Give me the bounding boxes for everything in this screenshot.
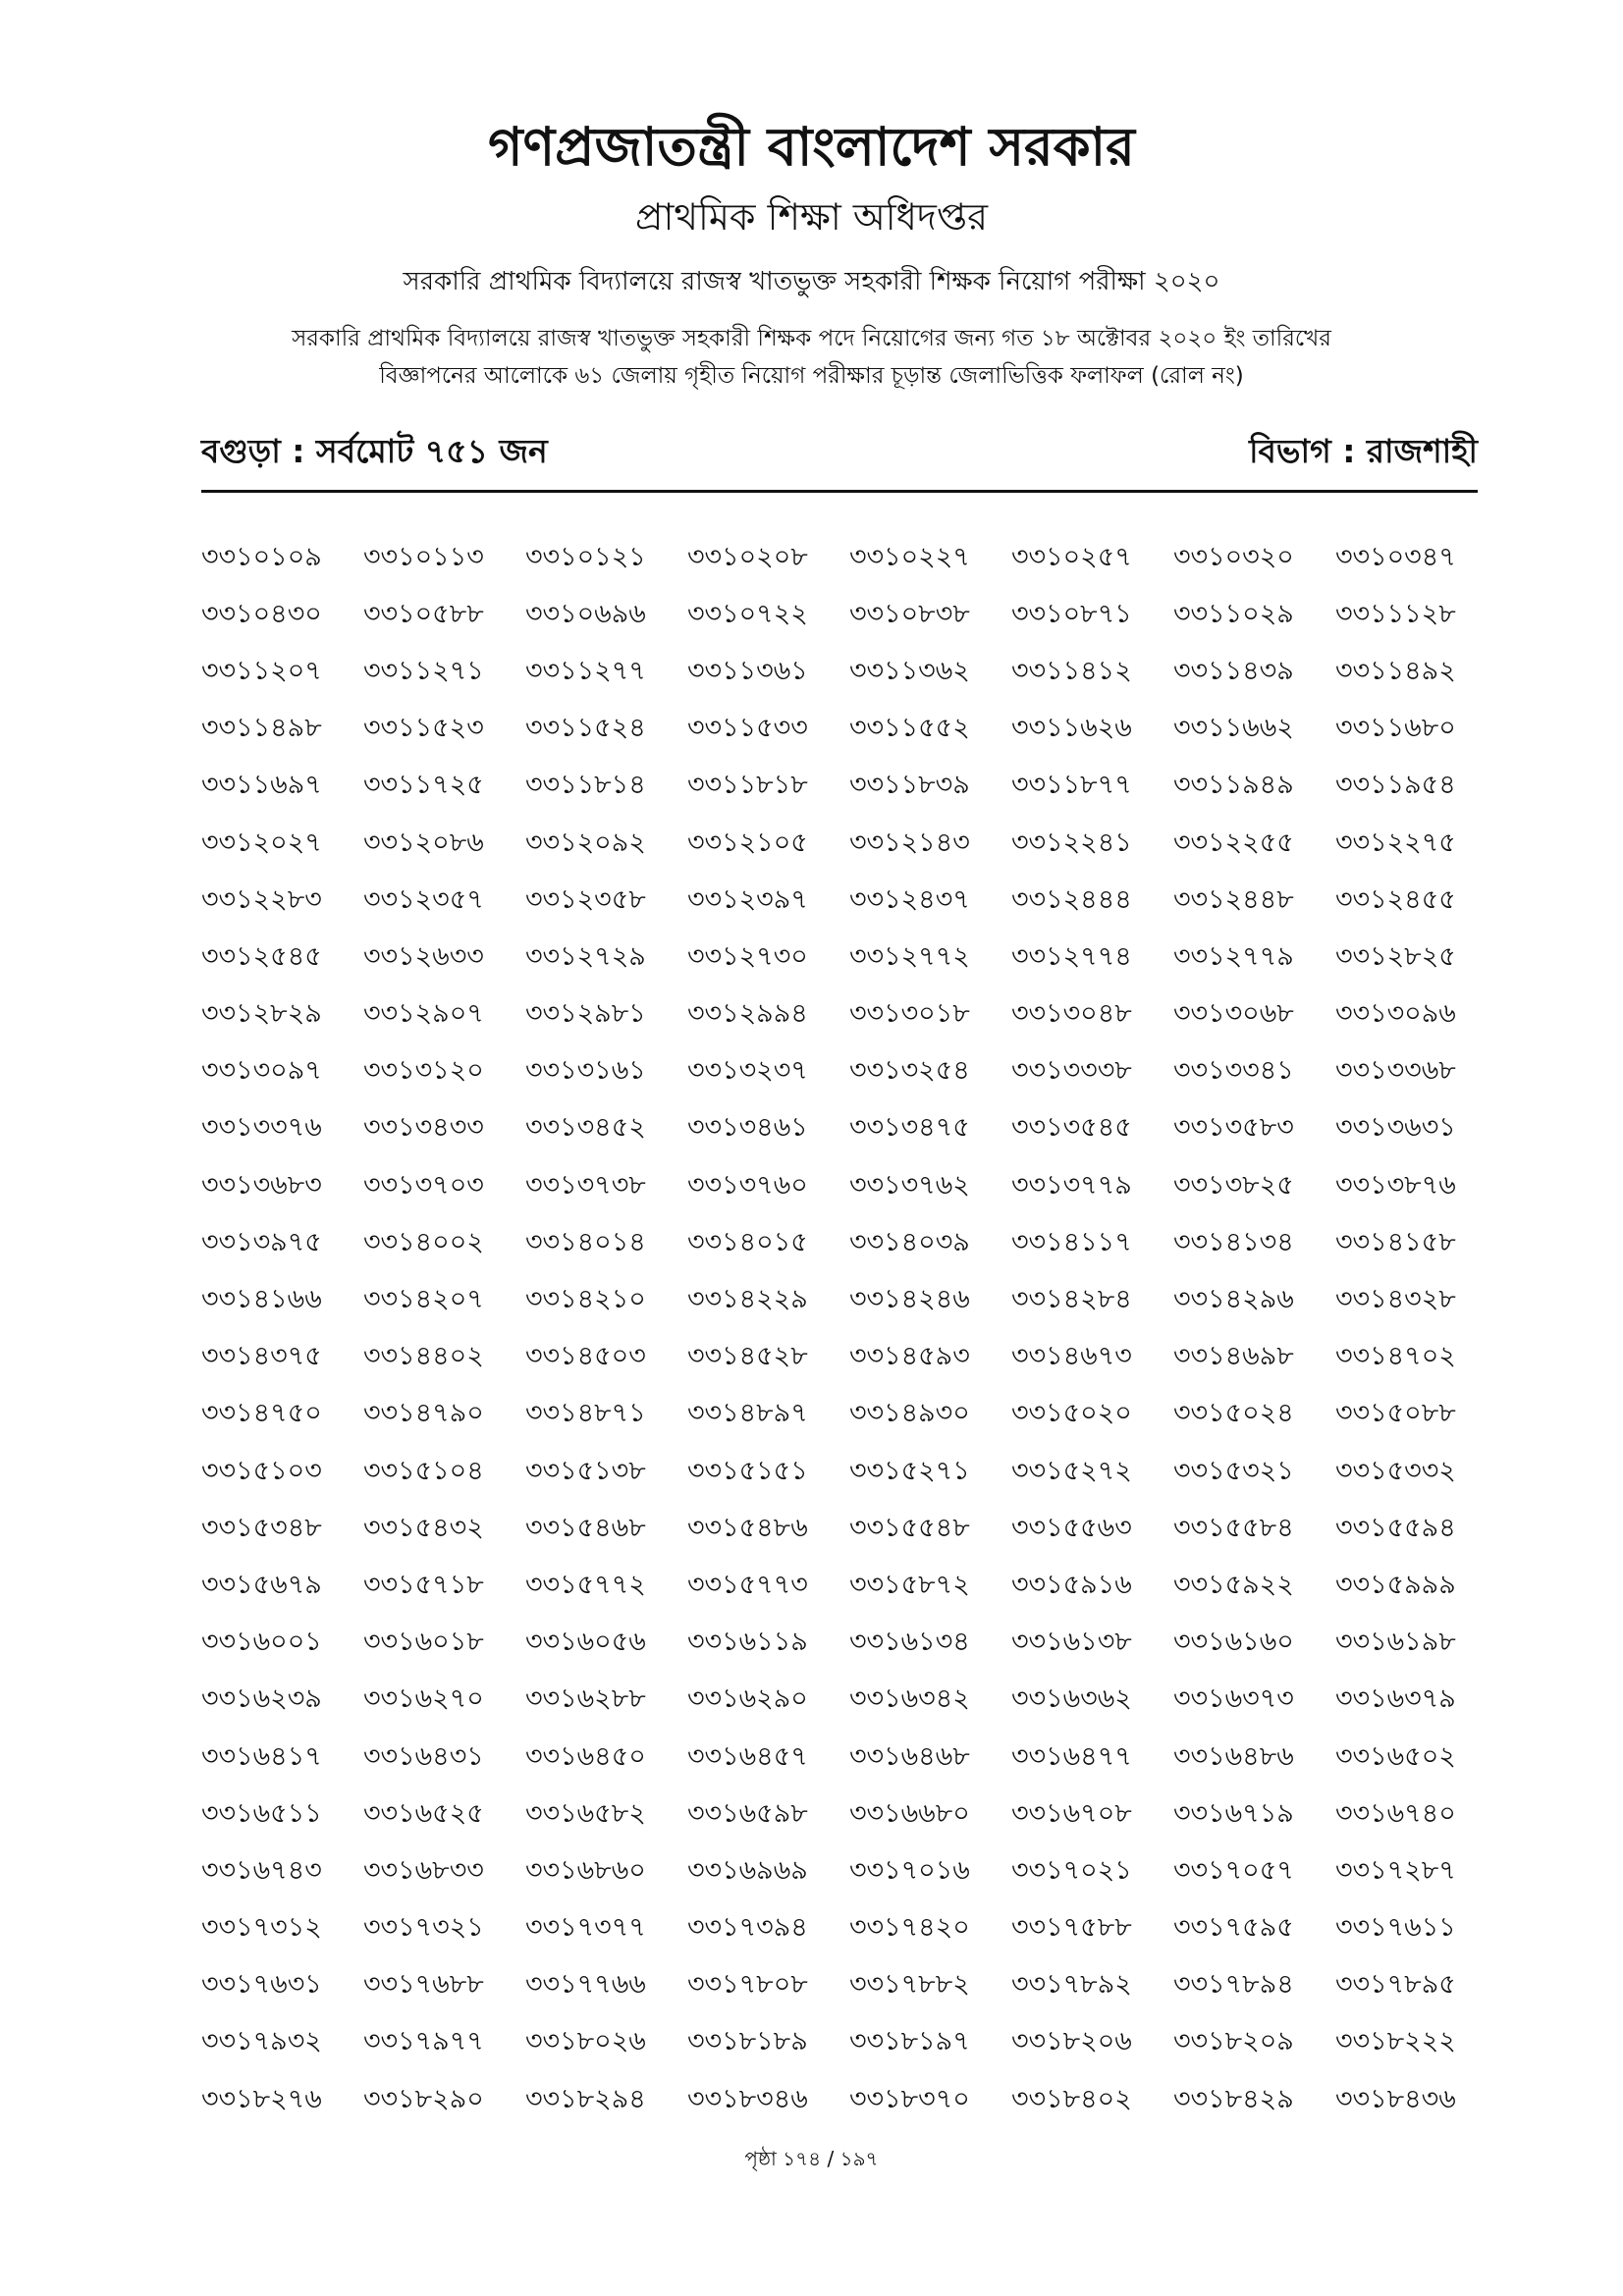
- roll-number: ৩৩১১৩৬১: [687, 655, 808, 686]
- roll-number: ৩৩১৩৮২৫: [1173, 1169, 1294, 1201]
- roll-row: [201, 1901, 1497, 1958]
- roll-number: ৩৩১৩২৫৪: [849, 1055, 970, 1087]
- roll-number: ৩৩১০৬৯৬: [525, 598, 646, 629]
- roll-number: ৩৩১৭০২১: [1011, 1854, 1132, 1886]
- roll-number: ৩৩১৬০০১: [201, 1627, 322, 1658]
- roll-number: ৩৩১২২৮৩: [201, 883, 322, 915]
- roll-number: ৩৩১৭০৫৭: [1173, 1854, 1294, 1886]
- roll-number: ৩৩১৮৪০২: [1011, 2083, 1132, 2114]
- roll-number: ৩৩১৬৮৩৩: [363, 1854, 484, 1886]
- roll-number: ৩৩১২৫৪৫: [201, 940, 322, 972]
- roll-row: [201, 816, 1497, 873]
- roll-number: ৩৩১৭৬৩১: [201, 1969, 322, 2001]
- roll-number: ৩৩১৮০২৬: [525, 2026, 646, 2057]
- roll-row: [201, 1673, 1497, 1730]
- roll-number: ৩৩১৩৩৩৮: [1011, 1055, 1132, 1087]
- roll-number: ৩৩১৬১৩৮: [1011, 1627, 1132, 1658]
- roll-row: [201, 587, 1497, 644]
- roll-number: ৩৩১৪০৩৯: [849, 1226, 970, 1257]
- roll-number: ৩৩১৬৫৮২: [525, 1797, 646, 1829]
- roll-number: ৩৩১৫২৭২: [1011, 1455, 1132, 1486]
- roll-number: ৩৩১২৩৫৮: [525, 883, 646, 915]
- district-total: বগুড়া : সর্বমোট ৭৫১ জন: [201, 432, 548, 470]
- roll-number: ৩৩১০১১৩: [363, 541, 484, 572]
- roll-number: ৩৩১৬২৭০: [363, 1683, 484, 1715]
- roll-number: ৩৩১৬২৩৯: [201, 1683, 322, 1715]
- roll-number: ৩৩১১৫৫২: [849, 713, 970, 744]
- roll-number: ৩৩১৬৫১১: [201, 1797, 322, 1829]
- roll-row: [201, 1272, 1497, 1329]
- roll-number: ৩৩১৩৫৮৩: [1173, 1112, 1294, 1144]
- roll-number: ৩৩১৩৬৮৩: [201, 1169, 322, 1201]
- roll-number: ৩৩১১৮১৪: [525, 770, 646, 801]
- roll-number: ৩৩১৫৯২২: [1173, 1569, 1294, 1600]
- roll-number: ৩৩১৬৩৭৯: [1335, 1683, 1456, 1715]
- roll-number: ৩৩১২১৪৩: [849, 827, 970, 858]
- roll-number: ৩৩১২৯৮১: [525, 998, 646, 1030]
- roll-number: ৩৩১০৩২০: [1173, 541, 1294, 572]
- roll-number: ৩৩১৫৯১৬: [1011, 1569, 1132, 1600]
- roll-number: ৩৩১১৪৯২: [1335, 655, 1456, 686]
- roll-number: ৩৩১৭৮০৮: [687, 1969, 808, 2001]
- roll-number: ৩৩১৫৮৭২: [849, 1569, 970, 1600]
- roll-number: ৩৩১৭৩১২: [201, 1912, 322, 1944]
- roll-number: ৩৩১৪২১০: [525, 1284, 646, 1315]
- roll-number: ৩৩১৩০১৮: [849, 998, 970, 1030]
- roll-number: ৩৩১৭৯৩২: [201, 2026, 322, 2057]
- roll-number: ৩৩১৭৩৭৭: [525, 1912, 646, 1944]
- roll-row: [201, 873, 1497, 930]
- roll-number: ৩৩১৪৭০২: [1335, 1341, 1456, 1372]
- roll-number: ৩৩১৬২৮৮: [525, 1683, 646, 1715]
- roll-number: ৩৩১২৪৪৪: [1011, 883, 1132, 915]
- roll-number: ৩৩১৭৮৯৪: [1173, 1969, 1294, 2001]
- roll-number: ৩৩১৬৪৫০: [525, 1740, 646, 1772]
- roll-number: ৩৩১৩৪৬১: [687, 1112, 808, 1144]
- roll-number: ৩৩১৩০৬৮: [1173, 998, 1294, 1030]
- roll-number: ৩৩১২৯০৭: [363, 998, 484, 1030]
- roll-number: ৩৩১৬৭৪৩: [201, 1854, 322, 1886]
- roll-number: ৩৩১৬০৫৬: [525, 1627, 646, 1658]
- roll-number: ৩৩১৩৪৩৩: [363, 1112, 484, 1144]
- roll-number: ৩৩১৬৪৬৮: [849, 1740, 970, 1772]
- roll-number: ৩৩১১৬৯৭: [201, 770, 322, 801]
- roll-number: ৩৩১৮২৯৪: [525, 2083, 646, 2114]
- roll-row: [201, 1558, 1497, 1615]
- roll-row: [201, 1330, 1497, 1387]
- roll-number: ৩৩১১৬৮০: [1335, 713, 1456, 744]
- roll-number: ৩৩১০৩৪৭: [1335, 541, 1456, 572]
- roll-number: ৩৩১৩৬৩১: [1335, 1112, 1456, 1144]
- description-line: বিজ্ঞাপনের আলোকে ৬১ জেলায় গৃহীত নিয়োগ পরীক্ষার চূড়ান্ত জেলাভিত্তিক ফলাফল (রোল নং): [379, 363, 1244, 389]
- roll-number: ৩৩১৫১০৩: [201, 1455, 322, 1486]
- roll-number: ৩৩১৫৩৩২: [1335, 1455, 1456, 1486]
- roll-number: ৩৩১১৫২৪: [525, 713, 646, 744]
- roll-number: ৩৩১৭৪২০: [849, 1912, 970, 1944]
- roll-row: [201, 988, 1497, 1044]
- description-line: সরকারি প্রাথমিক বিদ্যালয়ে রাজস্ব খাতভুক্ত সহকারী শিক্ষক পদে নিয়োগের জন্য গত ১৮ অক্টোবর ২০২০ ইং তারিখের: [292, 326, 1331, 351]
- roll-number: ৩৩১৭৩২১: [363, 1912, 484, 1944]
- roll-number: ৩৩১৭৮৯৫: [1335, 1969, 1456, 2001]
- roll-number: ৩৩১৫৪৩২: [363, 1512, 484, 1543]
- roll-number: ৩৩১২১০৫: [687, 827, 808, 858]
- roll-number: ৩৩১০১২১: [525, 541, 646, 572]
- roll-number: ৩৩১৬৫০২: [1335, 1740, 1456, 1772]
- roll-number: ৩৩১২২৪১: [1011, 827, 1132, 858]
- roll-number: ৩৩১১২৭১: [363, 655, 484, 686]
- roll-number: ৩৩১৬৪৫৭: [687, 1740, 808, 1772]
- roll-number: ৩৩১৫৭১৮: [363, 1569, 484, 1600]
- roll-row: [201, 1730, 1497, 1787]
- roll-number: ৩৩১৭৬১১: [1335, 1912, 1456, 1944]
- roll-number: ৩৩১৫৫৪৮: [849, 1512, 970, 1543]
- page-title: গণপ্রজাতন্ত্রী বাংলাদেশ সরকার: [488, 116, 1135, 178]
- roll-number: ৩৩১২২৫৫: [1173, 827, 1294, 858]
- roll-number: ৩৩১৪২২৯: [687, 1284, 808, 1315]
- roll-number: ৩৩১৫৯৯৯: [1335, 1569, 1456, 1600]
- roll-number: ৩৩১৩৭৬০: [687, 1169, 808, 1201]
- description: [147, 320, 1476, 395]
- roll-number: ৩৩১১৭২৫: [363, 770, 484, 801]
- roll-number: ৩৩১১৩৬২: [849, 655, 970, 686]
- roll-number: ৩৩১৬৯৬৯: [687, 1854, 808, 1886]
- roll-number: ৩৩১৫৭৭২: [525, 1569, 646, 1600]
- roll-number: ৩৩১৭৫৮৮: [1011, 1912, 1132, 1944]
- roll-row: [201, 644, 1497, 701]
- header-divider: [201, 490, 1478, 493]
- roll-number: ৩৩১৮২৭৬: [201, 2083, 322, 2114]
- roll-number: ৩৩১৭৮৮২: [849, 1969, 970, 2001]
- roll-number: ৩৩১১২৭৭: [525, 655, 646, 686]
- roll-number: ৩৩১১৪১২: [1011, 655, 1132, 686]
- roll-number: ৩৩১৬৬৮০: [849, 1797, 970, 1829]
- roll-number: ৩৩১৮১৮৯: [687, 2026, 808, 2057]
- roll-number: ৩৩১৭৬৮৮: [363, 1969, 484, 2001]
- roll-number: ৩৩১৫১৩৮: [525, 1455, 646, 1486]
- department-name: প্রাথমিক শিক্ষা অধিদপ্তর: [634, 195, 989, 239]
- roll-number: ৩৩১৫১০৪: [363, 1455, 484, 1486]
- roll-number: ৩৩১৫৪৬৮: [525, 1512, 646, 1543]
- roll-number: ৩৩১১৪৯৮: [201, 713, 322, 744]
- roll-number: ৩৩১৫০২০: [1011, 1398, 1132, 1429]
- roll-number: ৩৩১৪১৬৬: [201, 1284, 322, 1315]
- roll-number: ৩৩১২৮২৯: [201, 998, 322, 1030]
- roll-number: ৩৩১৬০১৮: [363, 1627, 484, 1658]
- roll-number: ৩৩১৬১৯৮: [1335, 1627, 1456, 1658]
- roll-row: [201, 1958, 1497, 2015]
- roll-number: ৩৩১১২০৭: [201, 655, 322, 686]
- roll-number: ৩৩১৫৬৭৯: [201, 1569, 322, 1600]
- roll-number: ৩৩১৪৯৩০: [849, 1398, 970, 1429]
- roll-row: [201, 1387, 1497, 1444]
- roll-number: ৩৩১৪০১৫: [687, 1226, 808, 1257]
- roll-number: ৩৩১৫৭৭৩: [687, 1569, 808, 1600]
- roll-number: ৩৩১২২৭৫: [1335, 827, 1456, 858]
- roll-number: ৩৩১৭৯৭৭: [363, 2026, 484, 2057]
- roll-number: ৩৩১৩৭০৩: [363, 1169, 484, 1201]
- roll-number: ৩৩১২৭৭৯: [1173, 940, 1294, 972]
- roll-number: ৩৩১০৭২২: [687, 598, 808, 629]
- roll-number: ৩৩১৪৭৯০: [363, 1398, 484, 1429]
- roll-number: ৩৩১১৫২৩: [363, 713, 484, 744]
- roll-number: ৩৩১৪১৩৪: [1173, 1226, 1294, 1257]
- roll-number: ৩৩১৪০১৪: [525, 1226, 646, 1257]
- roll-number: ৩৩১৮২০৬: [1011, 2026, 1132, 2057]
- roll-row: [201, 1044, 1497, 1101]
- roll-number: ৩৩১০২৫৭: [1011, 541, 1132, 572]
- roll-number: ৩৩১২৩৫৭: [363, 883, 484, 915]
- roll-number: ৩৩১৬৮৬০: [525, 1854, 646, 1886]
- roll-number: ৩৩১৩৭৩৮: [525, 1169, 646, 1201]
- roll-number: ৩৩১৫৩২১: [1173, 1455, 1294, 1486]
- roll-row: [201, 1101, 1497, 1158]
- roll-number: ৩৩১২৯৯৪: [687, 998, 808, 1030]
- roll-row: [201, 1215, 1497, 1272]
- roll-number: ৩৩১৭০১৬: [849, 1854, 970, 1886]
- roll-number: ৩৩১৩৮৭৬: [1335, 1169, 1456, 1201]
- roll-number: ৩৩১১৬৬২: [1173, 713, 1294, 744]
- roll-number: ৩৩১৬১১৯: [687, 1627, 808, 1658]
- roll-number: ৩৩১১১২৮: [1335, 598, 1456, 629]
- roll-number: ৩৩১৩৯৭৫: [201, 1226, 322, 1257]
- roll-number: ৩৩১৩৩৭৬: [201, 1112, 322, 1144]
- roll-number: ৩৩১৫২৭১: [849, 1455, 970, 1486]
- roll-number: ৩৩১৮২২২: [1335, 2026, 1456, 2057]
- roll-number: ৩৩১৪৫২৮: [687, 1341, 808, 1372]
- roll-number: ৩৩১৮৩৭০: [849, 2083, 970, 2114]
- roll-number: ৩৩১২৭৩০: [687, 940, 808, 972]
- roll-number: ৩৩১২৮২৫: [1335, 940, 1456, 972]
- roll-row: [201, 759, 1497, 816]
- roll-row: [201, 1616, 1497, 1673]
- roll-number: ৩৩১৭২৮৭: [1335, 1854, 1456, 1886]
- roll-number: ৩৩১১৯৫৪: [1335, 770, 1456, 801]
- roll-number: ৩৩১৪৭৫০: [201, 1398, 322, 1429]
- roll-number: ৩৩১৪১৫৮: [1335, 1226, 1456, 1257]
- roll-number: ৩৩১৩১২০: [363, 1055, 484, 1087]
- roll-number: ৩৩১১৫৩৩: [687, 713, 808, 744]
- roll-number: ৩৩১৬৩৪২: [849, 1683, 970, 1715]
- roll-number-grid: [201, 530, 1497, 2129]
- roll-row: [201, 1843, 1497, 1900]
- roll-number: ৩৩১৪৫০৩: [525, 1341, 646, 1372]
- roll-number: ৩৩১১০২৯: [1173, 598, 1294, 629]
- roll-number: ৩৩১৫৩৪৮: [201, 1512, 322, 1543]
- roll-number: ৩৩১৩৭৭৯: [1011, 1169, 1132, 1201]
- roll-number: ৩৩১৮৪৩৬: [1335, 2083, 1456, 2114]
- roll-number: ৩৩১০৫৮৮: [363, 598, 484, 629]
- roll-number: ৩৩১৭৮৯২: [1011, 1969, 1132, 2001]
- roll-number: ৩৩১৬৪৮৬: [1173, 1740, 1294, 1772]
- roll-number: ৩৩১৫৫৯৪: [1335, 1512, 1456, 1543]
- roll-row: [201, 530, 1497, 587]
- roll-number: ৩৩১৮৪২৯: [1173, 2083, 1294, 2114]
- roll-number: ৩৩১৬৩৭৩: [1173, 1683, 1294, 1715]
- roll-number: ৩৩১৬৭৪০: [1335, 1797, 1456, 1829]
- roll-number: ৩৩১৬২৯০: [687, 1683, 808, 1715]
- roll-number: ৩৩১৪৪০২: [363, 1341, 484, 1372]
- roll-number: ৩৩১০২২৭: [849, 541, 970, 572]
- roll-number: ৩৩১৬৪৩১: [363, 1740, 484, 1772]
- roll-number: ৩৩১৫৫৮৪: [1173, 1512, 1294, 1543]
- roll-row: [201, 930, 1497, 987]
- roll-number: ৩৩১৮২০৯: [1173, 2026, 1294, 2057]
- roll-number: ৩৩১৩৩৬৮: [1335, 1055, 1456, 1087]
- roll-number: ৩৩১০৮৩৮: [849, 598, 970, 629]
- roll-number: ৩৩১৪২০৭: [363, 1284, 484, 1315]
- exam-title: সরকারি প্রাথমিক বিদ্যালয়ে রাজস্ব খাতভুক্ত সহকারী শিক্ষক নিয়োগ পরীক্ষা ২০২০: [403, 267, 1220, 296]
- roll-row: [201, 1501, 1497, 1558]
- roll-number: ৩৩১০১০৯: [201, 541, 322, 572]
- roll-number: ৩৩১৪১১৭: [1011, 1226, 1132, 1257]
- roll-number: ৩৩১৬১৬০: [1173, 1627, 1294, 1658]
- roll-row: [201, 2015, 1497, 2072]
- roll-number: ৩৩১৫১৫১: [687, 1455, 808, 1486]
- roll-number: ৩৩১৩১৬১: [525, 1055, 646, 1087]
- roll-number: ৩৩১৪৬৯৮: [1173, 1341, 1294, 1372]
- roll-number: ৩৩১২০২৭: [201, 827, 322, 858]
- roll-number: ৩৩১২৪৩৭: [849, 883, 970, 915]
- roll-number: ৩৩১৭৭৬৬: [525, 1969, 646, 2001]
- roll-number: ৩৩১৭৫৯৫: [1173, 1912, 1294, 1944]
- roll-number: ৩৩১৪২৪৬: [849, 1284, 970, 1315]
- roll-number: ৩৩১৭৩৯৪: [687, 1912, 808, 1944]
- roll-number: ৩৩১৩২৩৭: [687, 1055, 808, 1087]
- roll-number: ৩৩১৩৩৪১: [1173, 1055, 1294, 1087]
- roll-number: ৩৩১৩৭৬২: [849, 1169, 970, 1201]
- roll-row: [201, 1444, 1497, 1501]
- roll-number: ৩৩১৪৫৯৩: [849, 1341, 970, 1372]
- roll-number: ৩৩১১৮১৮: [687, 770, 808, 801]
- roll-number: ৩৩১৬৫৯৮: [687, 1797, 808, 1829]
- roll-number: ৩৩১০৮৭১: [1011, 598, 1132, 629]
- roll-number: ৩৩১৬৪৭৭: [1011, 1740, 1132, 1772]
- roll-number: ৩৩১৪২৯৬: [1173, 1284, 1294, 1315]
- roll-number: ৩৩১২০৯২: [525, 827, 646, 858]
- roll-number: ৩৩১৫০২৪: [1173, 1398, 1294, 1429]
- roll-number: ৩৩১৬৫২৫: [363, 1797, 484, 1829]
- roll-number: ৩৩১৮২৯০: [363, 2083, 484, 2114]
- roll-number: ৩৩১৮১৯৭: [849, 2026, 970, 2057]
- roll-number: ৩৩১৩৪৭৫: [849, 1112, 970, 1144]
- roll-number: ৩৩১০২০৮: [687, 541, 808, 572]
- roll-number: ৩৩১২৪৪৮: [1173, 883, 1294, 915]
- roll-number: ৩৩১৩০৯৬: [1335, 998, 1456, 1030]
- roll-number: ৩৩১৩৫৪৫: [1011, 1112, 1132, 1144]
- roll-number: ৩৩১৪৩৭৫: [201, 1341, 322, 1372]
- roll-number: ৩৩১৪৮৭১: [525, 1398, 646, 1429]
- division-name: বিভাগ : রাজশাহী: [1249, 432, 1478, 470]
- roll-number: ৩৩১৫৪৮৬: [687, 1512, 808, 1543]
- roll-row: [201, 1158, 1497, 1215]
- roll-number: ৩৩১৬৪১৭: [201, 1740, 322, 1772]
- roll-number: ৩৩১৩৪৫২: [525, 1112, 646, 1144]
- roll-number: ৩৩১৪২৮৪: [1011, 1284, 1132, 1315]
- roll-number: ৩৩১৪৬৭৩: [1011, 1341, 1132, 1372]
- roll-number: ৩৩১৫৫৬৩: [1011, 1512, 1132, 1543]
- roll-number: ৩৩১৪০০২: [363, 1226, 484, 1257]
- page-number: পৃষ্ঠা ১৭৪ / ১৯৭: [744, 2147, 879, 2170]
- roll-number: ৩৩১২৭৭৪: [1011, 940, 1132, 972]
- roll-row: [201, 1787, 1497, 1843]
- roll-number: ৩৩১২৪৫৫: [1335, 883, 1456, 915]
- roll-row: [201, 2072, 1497, 2129]
- roll-number: ৩৩১২৭২৯: [525, 940, 646, 972]
- roll-number: ৩৩১০৪৩০: [201, 598, 322, 629]
- roll-number: ৩৩১১৮৭৭: [1011, 770, 1132, 801]
- roll-number: ৩৩১১৯৪৯: [1173, 770, 1294, 801]
- roll-number: ৩৩১৬৭০৮: [1011, 1797, 1132, 1829]
- roll-number: ৩৩১৬৭১৯: [1173, 1797, 1294, 1829]
- roll-number: ৩৩১৪৮৯৭: [687, 1398, 808, 1429]
- roll-number: ৩৩১১৪৩৯: [1173, 655, 1294, 686]
- roll-number: ৩৩১২৭৭২: [849, 940, 970, 972]
- roll-number: ৩৩১১৬২৬: [1011, 713, 1132, 744]
- roll-number: ৩৩১৪৩২৮: [1335, 1284, 1456, 1315]
- roll-number: ৩৩১৮৩৪৬: [687, 2083, 808, 2114]
- roll-number: ৩৩১১৮৩৯: [849, 770, 970, 801]
- roll-number: ৩৩১৬১৩৪: [849, 1627, 970, 1658]
- roll-number: ৩৩১৬৩৬২: [1011, 1683, 1132, 1715]
- roll-number: ৩৩১৩০৯৭: [201, 1055, 322, 1087]
- roll-number: ৩৩১৫০৮৮: [1335, 1398, 1456, 1429]
- roll-number: ৩৩১২৬৩৩: [363, 940, 484, 972]
- roll-number: ৩৩১৩০৪৮: [1011, 998, 1132, 1030]
- roll-number: ৩৩১২০৮৬: [363, 827, 484, 858]
- roll-row: [201, 702, 1497, 759]
- roll-number: ৩৩১২৩৯৭: [687, 883, 808, 915]
